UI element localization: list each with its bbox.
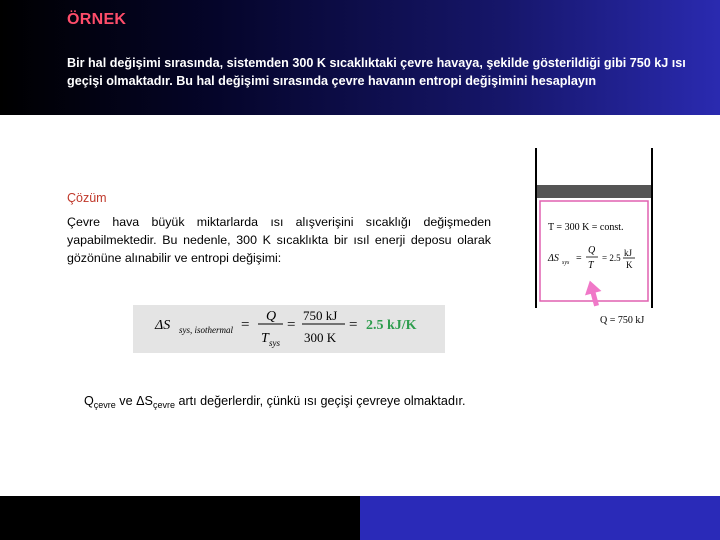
diagram-eq-den: T	[588, 260, 594, 271]
piston	[537, 185, 651, 198]
formula-eq-1: =	[241, 317, 250, 333]
conclusion-rest: artı değerlerdir, çünkü ısı geçişi çevreye olmaktadır.	[174, 394, 466, 408]
formula-result: 2.5 kJ/K	[366, 318, 417, 333]
conclusion-q-sub: çevre	[93, 400, 116, 410]
formula-frac1-den-sub: sys	[269, 338, 280, 348]
conclusion-q: Q	[84, 394, 94, 408]
diagram-eq-unit-num: kJ	[624, 248, 633, 258]
header-banner	[0, 0, 720, 115]
heat-label: Q = 750 kJ	[600, 315, 645, 326]
formula-frac1-den: T	[261, 331, 269, 346]
conclusion-text	[84, 394, 465, 410]
formula-frac1-num: Q	[266, 309, 277, 324]
conclusion-s-sub: çevre	[152, 400, 175, 410]
diagram-eq-num: Q	[588, 245, 596, 256]
formula-eq-2: =	[287, 317, 296, 333]
diagram-eq-lhs: ΔS	[548, 253, 559, 264]
formula-eq-3: =	[349, 317, 358, 333]
diagram-eq-result: = 2.5	[602, 253, 621, 263]
temperature-label: T = 300 K = const.	[548, 222, 624, 233]
heat-arrow-icon	[582, 278, 605, 308]
conclusion-and: ve	[115, 394, 137, 408]
formula-lhs-symbol: ΔS	[155, 318, 171, 333]
formula-lhs-sub: sys, isothermal	[179, 325, 233, 335]
formula-frac2-num: 750 kJ	[303, 308, 338, 323]
formula-frac2-den: 300 K	[304, 330, 337, 345]
slide-title: ÖRNEK	[67, 11, 127, 28]
svg-text:=: =	[576, 253, 582, 264]
footer-left	[0, 496, 360, 540]
entropy-formula	[133, 305, 445, 353]
diagram-eq-unit-den: K	[626, 260, 633, 270]
piston-cylinder-diagram	[530, 148, 660, 338]
footer-right	[360, 496, 720, 540]
solution-label: Çözüm	[67, 191, 107, 205]
conclusion-delta-s: ΔS	[136, 394, 153, 408]
problem-statement: Bir hal değişimi sırasında, sistemden 300 K sıcaklıktaki çevre havaya, şekilde gösterildiği gibi 750 kJ ısı geçişi olmaktadır. Bu hal değişimi sırasında çevre havanın entropi değişimini hesaplayın	[67, 56, 686, 88]
solution-text: Çevre hava büyük miktarlarda ısı alışverişini sıcaklığı değişmeden yapabilmektedir. Bu nedenle, 300 K sıcaklıkta bir ısıl enerji deposu olarak gözönüne alınabilir ve entropi değişimi:	[67, 215, 491, 265]
diagram-eq-lhs-sub: sys	[562, 260, 570, 266]
